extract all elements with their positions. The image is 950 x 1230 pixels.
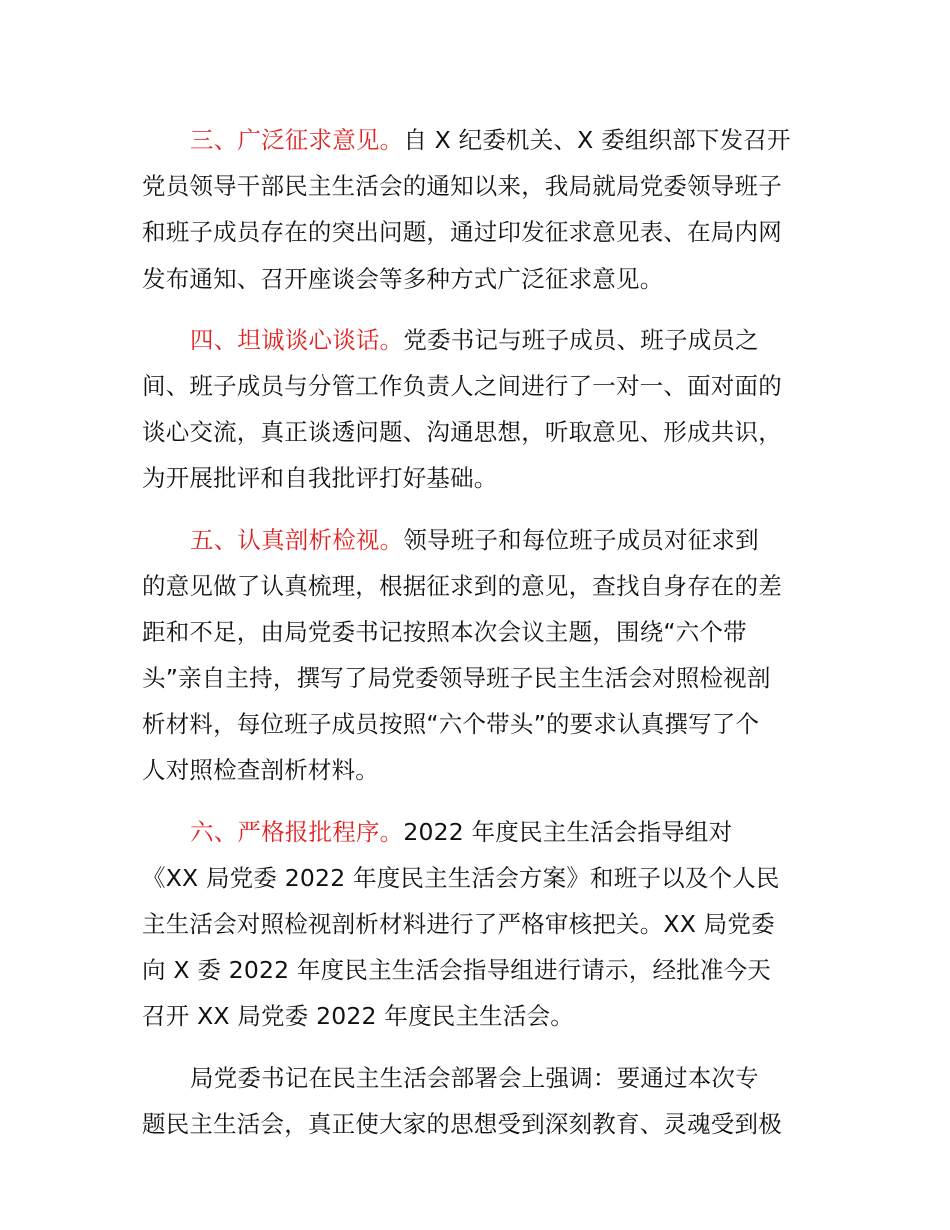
closing-paragraph xyxy=(142,1055,814,1147)
section-3-lead-text: 自 X 纪委机关、X 委组织部下发召开 xyxy=(403,126,791,154)
section-4-line-4: 为开展批评和自我批评打好基础。 xyxy=(142,464,498,493)
section-6-line-1 xyxy=(142,809,814,855)
section-6-line-4: 向 X 委 2022 年度民主生活会指导组进行请示，经批准今天 xyxy=(142,956,771,985)
section-6 xyxy=(142,809,814,1040)
section-4-line-3: 谈心交流，真正谈透问题、沟通思想，听取意见、形成共识， xyxy=(142,418,782,447)
section-6-heading: 六、严格报批程序。 xyxy=(190,817,404,846)
section-3-line-3: 和班子成员存在的突出问题，通过印发征求意见表、在局内网 xyxy=(142,218,782,247)
closing-line-1: 局党委书记在民主生活会部署会上强调：要通过本次专 xyxy=(190,1063,759,1092)
section-3-line-2: 党员领导干部民主生活会的通知以来，我局就局党委领导班子 xyxy=(142,172,782,201)
section-3-line-1 xyxy=(142,117,814,163)
section-5-line-3: 距和不足，由局党委书记按照本次会议主题，围绕“六个带 xyxy=(142,617,747,646)
section-3 xyxy=(142,117,814,302)
section-5-heading: 五、认真剖析检视。 xyxy=(190,525,404,554)
section-6-line-5: 召开 XX 局党委 2022 年度民主生活会。 xyxy=(142,1002,574,1031)
section-5-line-6: 人对照检查剖析材料。 xyxy=(142,756,379,785)
section-5 xyxy=(142,517,814,794)
section-3-line-4: 发布通知、召开座谈会等多种方式广泛征求意见。 xyxy=(142,264,664,293)
section-4-line-2: 间、班子成员与分管工作负责人之间进行了一对一、面对面的 xyxy=(142,371,782,400)
section-5-line-5: 析材料，每位班子成员按照“六个带头”的要求认真撰写了个 xyxy=(142,710,760,739)
section-5-line-1 xyxy=(142,517,814,563)
section-5-line-2: 的意见做了认真梳理，根据征求到的意见，查找自身存在的差 xyxy=(142,571,782,600)
section-4-heading: 四、坦诚谈心谈话。 xyxy=(190,325,404,354)
section-5-line-4: 头”亲自主持，撰写了局党委领导班子民主生活会对照检视剖 xyxy=(142,664,771,693)
closing-line-2: 题民主生活会，真正使大家的思想受到深刻教育、灵魂受到极 xyxy=(142,1109,782,1138)
section-6-lead-text: 2022 年度民主生活会指导组对 xyxy=(403,817,733,846)
section-6-line-3: 主生活会对照检视剖析材料进行了严格审核把关。XX 局党委 xyxy=(142,910,775,938)
section-4-lead-text: 党委书记与班子成员、班子成员之 xyxy=(403,325,759,354)
section-6-line-2: 《XX 局党委 2022 年度民主生活会方案》和班子以及个人民 xyxy=(142,863,780,892)
section-4 xyxy=(142,317,814,502)
section-3-heading: 三、广泛征求意见。 xyxy=(190,126,404,154)
section-4-line-1 xyxy=(142,317,814,363)
document-body xyxy=(142,117,814,1162)
section-5-lead-text: 领导班子和每位班子成员对征求到 xyxy=(403,525,759,554)
